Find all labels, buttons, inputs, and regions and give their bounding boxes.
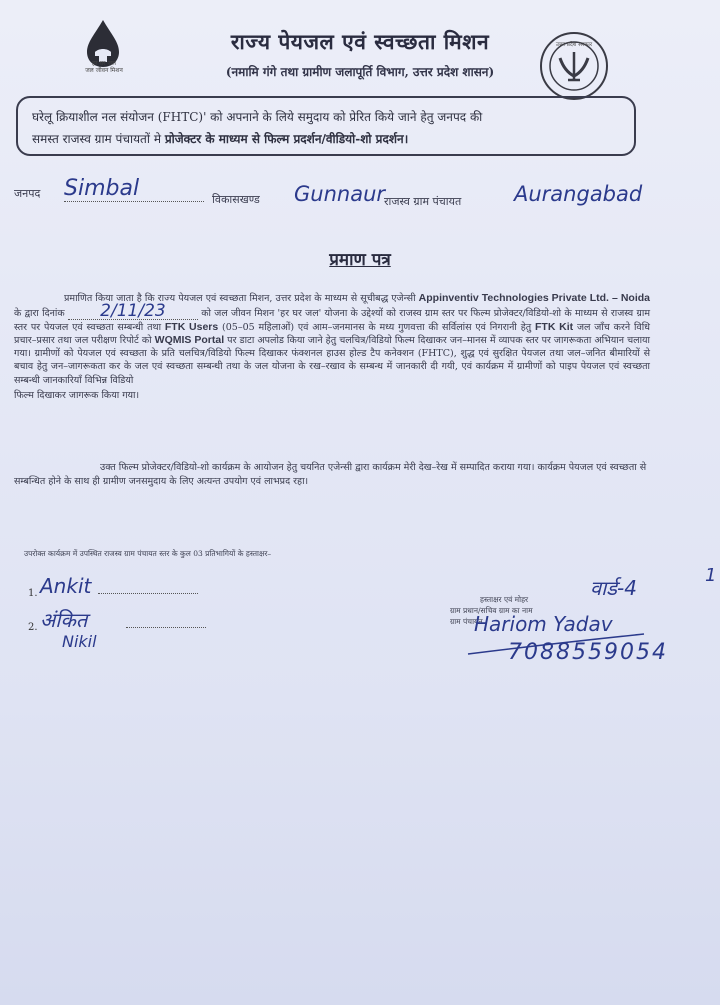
seal-caption: उत्तर प्रदेश सरकार [555,42,593,48]
pradhan-signature: Hariom Yadav [474,612,613,636]
certificate-body [14,292,650,402]
phone-number: 7088559054 [508,640,668,665]
ward-mark: 1 [705,565,717,586]
signature-1-line [98,593,198,594]
page-subtitle: (नमामि गंगे तथा ग्रामीण जलापूर्ति विभाग, उत्तर प्रदेश शासन) [225,65,495,79]
body-paragraph-1: प्रमाणित किया जाता है कि राज्य पेयजल एवं स्वच्छता मिशन, उत्तर प्रदेश के माध्यम से सूचीबद्ध एजेन्सी Appinventiv Technologies Private Ltd. – Noida के द्वारा दिनांक 2/11/23 को जल जीवन मिशन 'हर घर जल' योजना के उद्देश्यों को राजस्व ग्राम स्तर पर फिल्म प्रोजेक्टर/विडियो-शो के माध्यम से राजस्व ग्राम स्तर पर पेयजल एवं स्वच्छता सम्बन्धी तथा FTK Users (05–05 महिलाओं) एवं आम–जनमानस के मध्य गुणवत्ता की सर्विलांस एवं निगरानी हेतु FTK Kit जल जाँच करने विधि प्रचार–प्रसार तथा जल परीक्षण रिपोर्ट को WQMIS Portal पर डाटा अपलोड किया जाने हेतु चलचित्र/विडियो फिल्म दिखाकर जन–मानस में व्यापक स्तर पर जागरूकता अभियान चलाया गया। ग्रामीणों को पेयजल एवं स्वच्छता के प्रति चलचित्र/विडियो फिल्म दिखाकर फंक्शनल हाउस होल्ड टैप कनेक्शन (FHTC), शुद्ध एवं सुरक्षित पेयजल तथा जल–जनित बीमारियों से बचाव हेतु जन–जागरूकता कर के जल एवं स्वच्छता सम्बन्धी तथा के जल योजना के रख–रखाव के सम्बन्ध में जानकारी दी गयी, एवं कार्यक्रम में ग्रामीणों को पाइप पेयजल एवं स्वच्छता सम्बन्धी जानकारियाँ विभिन्न विडियो [14,292,651,386]
signature-1: Ankit [40,574,92,598]
stamp-labels: हस्ताक्षर एवं मोहर ग्राम प्रधान/सचिव ग्राम का नाम ग्राम पंचायत [450,595,533,626]
page-title: राज्य पेयजल एवं स्वच्छता मिशन [230,29,490,54]
panchayat-label: राजस्व ग्राम पंचायत [384,195,462,208]
district-value: Simbal [64,176,204,202]
banner-line-2: समस्त राजस्व ग्राम पंचायतों मे प्रोजेक्टर के माध्यम से फिल्म प्रदर्शन/वीडियो-शो प्रदर्शन। [32,132,409,146]
signature-1-number: 1. [28,588,38,599]
signature-2-line [126,627,206,628]
panchayat-value: Aurangabad [514,182,643,206]
event-date: 2/11/23 [68,305,198,319]
ward-number: वार्ड-4 [590,576,637,600]
banner-line-1: घरेलू क्रियाशील नल संयोजन (FHTC)' को अपनाने के लिये समुदाय को प्रेरित किये जाने हेतु जनपद की [32,110,483,124]
signature-2: अंकित [40,608,88,632]
block-value: Gunnaur [294,182,386,206]
logo-left-caption: हर घर जल जल जीवन मिशन [85,60,123,74]
title-banner [16,96,636,156]
district-label: जनपद [14,187,41,200]
participants-note: उपरोक्त कार्यक्रम में उपस्थित राजस्व ग्राम पंचायत स्तर के कुल 03 प्रतिभागियों के हस्ताक्षर– [24,549,272,558]
block-label: विकासखण्ड [212,193,260,206]
agency-name: Appinventiv Technologies Private Ltd. – Noida [418,292,650,304]
signature-2-name: Nikil [62,632,97,651]
body-paragraph-1-end: फिल्म दिखाकर जागरूक किया गया। [14,390,140,402]
body-paragraph-2: उक्त फिल्म प्रोजेक्टर/विडियो-शो कार्यक्रम के आयोजन हेतु चयनित एजेन्सी द्वारा कार्यक्रम मेरी देख–रेख में सम्पादित कराया गया। कार्यक्रम पेयजल एवं स्वच्छता से सम्बन्धित होने के साथ ही ग्रामीण जनसमुदाय के लिए अत्यन्त उपयोग एवं लाभप्रद रहा। [14,462,647,487]
certificate-title: प्रमाण पत्र [329,250,391,270]
signature-2-number: 2. [28,622,38,633]
